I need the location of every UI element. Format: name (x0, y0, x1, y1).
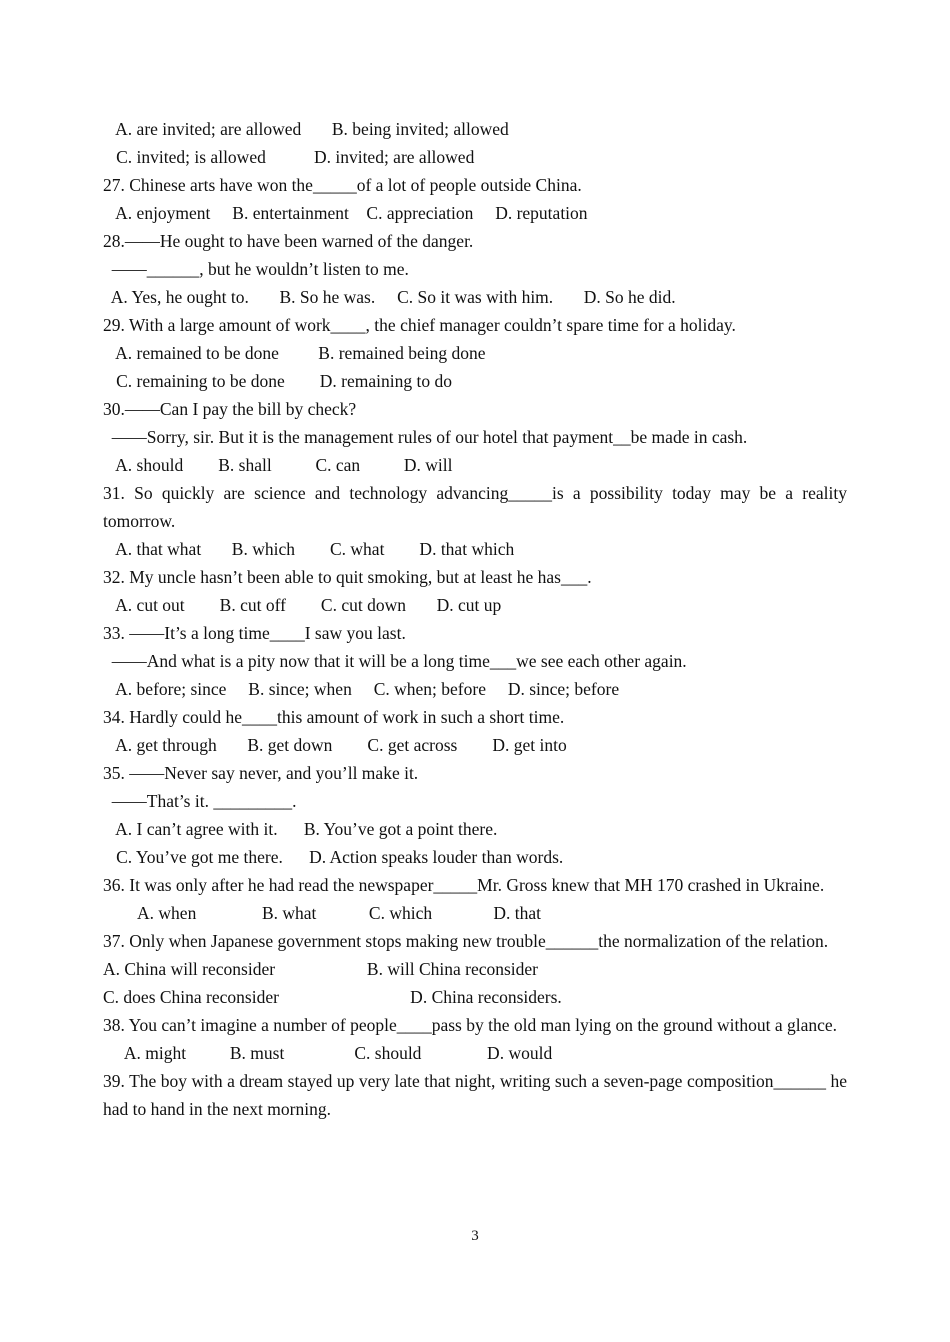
options-37: C. does China reconsider D. China reconsiders. (103, 987, 562, 1007)
question-32: 32. My uncle hasn’t been able to quit smoking, but at least he has___. (103, 567, 592, 587)
options-34: A. get through B. get down C. get across D. get into (103, 735, 567, 755)
question-36: 36. It was only after he had read the newspaper_____Mr. Gross knew that MH 170 crashed in Ukraine. (103, 875, 825, 895)
options-28: A. Yes, he ought to. B. So he was. C. So it was with him. D. So he did. (103, 287, 676, 307)
text-line: ——That’s it. _________. (103, 791, 297, 811)
question-35: 35. ——Never say never, and you’ll make it. (103, 763, 419, 783)
options-35: C. You’ve got me there. D. Action speaks louder than words. (103, 847, 564, 867)
options-37: A. China will reconsider B. will China reconsider (103, 959, 538, 979)
question-31: 31. So quickly are science and technology advancing_____is a possibility today may be a reality tomorrow. (103, 483, 847, 531)
question-28: 28.——He ought to have been warned of the danger. (103, 231, 474, 251)
text-line: C. invited; is allowed D. invited; are allowed (103, 147, 475, 167)
options-35: A. I can’t agree with it. B. You’ve got a point there. (103, 819, 498, 839)
question-38: 38. You can’t imagine a number of people____pass by the old man lying on the ground without a glance. (103, 1015, 838, 1035)
question-30: 30.——Can I pay the bill by check? (103, 399, 357, 419)
question-29: 29. With a large amount of work____, the chief manager couldn’t spare time for a holiday. (103, 315, 736, 335)
options-36: A. when B. what C. which D. that (103, 903, 541, 923)
text-line: A. are invited; are allowed B. being invited; allowed (103, 119, 509, 139)
question-34: 34. Hardly could he____this amount of work in such a short time. (103, 707, 565, 727)
options-38: A. might B. must C. should D. would (103, 1043, 553, 1063)
options-29: C. remaining to be done D. remaining to do (103, 371, 452, 391)
options-31: A. that what B. which C. what D. that which (103, 539, 515, 559)
document-body (103, 115, 847, 1123)
page-number: 3 (471, 1228, 479, 1244)
question-39: 39. The boy with a dream stayed up very late that night, writing such a seven-page composition______ he had to hand in the next morning. (103, 1071, 847, 1119)
options-27: A. enjoyment B. entertainment C. appreciation D. reputation (103, 203, 588, 223)
options-33: A. before; since B. since; when C. when; before D. since; before (103, 679, 620, 699)
question-27: 27. Chinese arts have won the_____of a lot of people outside China. (103, 175, 582, 195)
text-line: ——Sorry, sir. But it is the management rules of our hotel that payment__be made in cash. (103, 427, 748, 447)
question-37: 37. Only when Japanese government stops making new trouble______the normalization of the relation. (103, 931, 829, 951)
options-32: A. cut out B. cut off C. cut down D. cut up (103, 595, 502, 615)
question-33: 33. ——It’s a long time____I saw you last. (103, 623, 406, 643)
options-29: A. remained to be done B. remained being done (103, 343, 486, 363)
text-line: ——And what is a pity now that it will be a long time___we see each other again. (103, 651, 687, 671)
text-line: ——______, but he wouldn’t listen to me. (103, 259, 409, 279)
options-30: A. should B. shall C. can D. will (103, 455, 453, 475)
